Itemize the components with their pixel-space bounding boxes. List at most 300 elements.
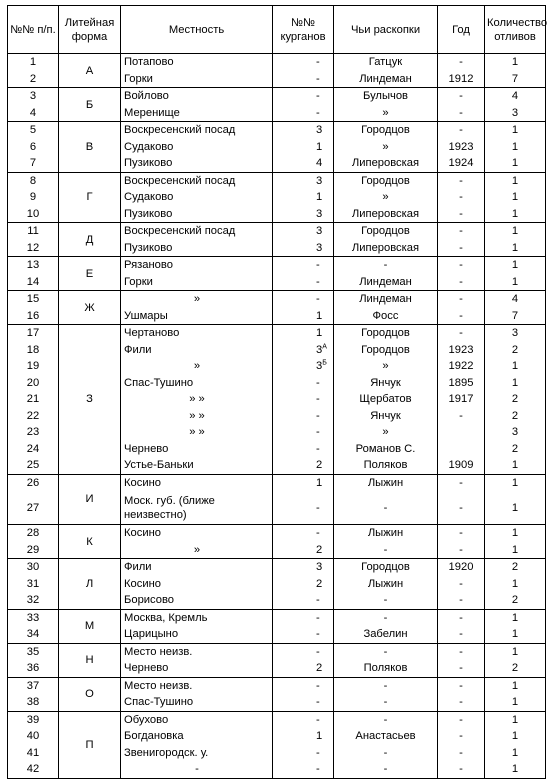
row-number: 20 — [8, 375, 59, 392]
mound-number: 1 — [316, 476, 323, 489]
casting-count-cell: 1 — [485, 643, 546, 660]
year-cell: - — [438, 677, 485, 694]
excavator-cell: Городцов — [334, 122, 438, 139]
row-number: 18 — [8, 342, 59, 359]
row-number: 39 — [8, 711, 59, 728]
mound-number-cell — [273, 677, 334, 694]
mound-number-cell — [273, 358, 334, 375]
locality-cell: » » — [121, 408, 273, 425]
year-cell: - — [438, 609, 485, 626]
row-number: 38 — [8, 694, 59, 711]
row-number: 29 — [8, 542, 59, 559]
casting-count-cell: 4 — [485, 291, 546, 308]
mound-number-cell — [273, 139, 334, 156]
year-cell: 1917 — [438, 391, 485, 408]
table-row — [8, 474, 546, 491]
row-number: 17 — [8, 325, 59, 342]
mound-number: - — [316, 713, 320, 726]
mound-number-cell — [273, 576, 334, 593]
casting-count-cell: 1 — [485, 542, 546, 559]
year-cell: - — [438, 491, 485, 525]
mound-number-cell — [273, 391, 334, 408]
locality-cell: Воскресенский посад — [121, 122, 273, 139]
table-row — [8, 559, 546, 576]
mound-number-cell — [273, 206, 334, 223]
casting-count-cell: 1 — [485, 728, 546, 745]
year-cell: - — [438, 542, 485, 559]
year-cell: - — [438, 728, 485, 745]
row-number: 1 — [8, 54, 59, 71]
excavator-cell: - — [334, 592, 438, 609]
mound-number-cell — [273, 474, 334, 491]
mound-number: - — [316, 393, 320, 406]
mound-number-cell — [273, 189, 334, 206]
year-cell: - — [438, 660, 485, 677]
locality-cell: » — [121, 542, 273, 559]
year-cell: - — [438, 308, 485, 325]
mound-index-superscript: Б — [322, 359, 327, 367]
excavator-cell: Липеровская — [334, 240, 438, 257]
mound-index-superscript: А — [322, 343, 327, 351]
locality-cell: » — [121, 291, 273, 308]
mound-number-cell — [273, 626, 334, 643]
excavator-cell: Линдеман — [334, 291, 438, 308]
mound-number-cell — [273, 745, 334, 762]
row-number: 19 — [8, 358, 59, 375]
mound-number: - — [316, 611, 320, 624]
mound-number: - — [316, 90, 320, 103]
mound-number: - — [316, 442, 320, 455]
casting-count-cell: 1 — [485, 240, 546, 257]
casting-form-letter: Ж — [59, 291, 121, 325]
year-cell: - — [438, 325, 485, 342]
excavator-cell: - — [334, 694, 438, 711]
excavator-cell: Романов С. — [334, 441, 438, 458]
mound-number: - — [316, 696, 320, 709]
row-number: 10 — [8, 206, 59, 223]
table-body — [8, 54, 546, 779]
locality-cell: Борисово — [121, 592, 273, 609]
mound-number: - — [316, 376, 320, 389]
casting-count-cell: 1 — [485, 491, 546, 525]
mound-number: - — [316, 56, 320, 69]
casting-form-letter: Н — [59, 643, 121, 677]
excavator-cell: - — [334, 677, 438, 694]
casting-count-cell: 1 — [485, 711, 546, 728]
header-year: Год — [438, 6, 485, 54]
header-mound: №№ курганов — [273, 6, 334, 54]
mound-number: - — [316, 259, 320, 272]
locality-cell: » » — [121, 424, 273, 441]
locality-cell: Обухово — [121, 711, 273, 728]
casting-form-letter: Б — [59, 88, 121, 122]
year-cell: - — [438, 223, 485, 240]
excavator-cell: Городцов — [334, 172, 438, 189]
excavator-cell: Забелин — [334, 626, 438, 643]
locality-cell: Потапово — [121, 54, 273, 71]
mound-number-cell — [273, 274, 334, 291]
excavator-cell: » — [334, 424, 438, 441]
mound-number: 2 — [316, 577, 323, 590]
mound-number: - — [316, 628, 320, 641]
locality-cell: Чернево — [121, 441, 273, 458]
year-cell: - — [438, 592, 485, 609]
mound-number: - — [316, 501, 320, 514]
casting-count-cell: 1 — [485, 274, 546, 291]
locality-cell: Москва, Кремль — [121, 609, 273, 626]
mound-number: - — [316, 763, 320, 776]
excavator-cell: » — [334, 105, 438, 122]
locality-cell: Судаково — [121, 189, 273, 206]
mound-number: - — [316, 527, 320, 540]
mound-number: - — [316, 645, 320, 658]
year-cell: 1920 — [438, 559, 485, 576]
casting-form-letter: И — [59, 474, 121, 525]
casting-count-cell: 2 — [485, 391, 546, 408]
mound-number-cell — [273, 88, 334, 105]
casting-count-cell: 4 — [485, 88, 546, 105]
year-cell: - — [438, 761, 485, 778]
mound-number-cell — [273, 155, 334, 172]
table-row — [8, 711, 546, 728]
locality-cell: Чернево — [121, 660, 273, 677]
excavator-cell: - — [334, 491, 438, 525]
casting-form-letter: М — [59, 609, 121, 643]
year-cell — [438, 424, 485, 441]
mound-number-cell — [273, 105, 334, 122]
year-cell: - — [438, 711, 485, 728]
table-header — [8, 6, 546, 54]
table-row — [8, 291, 546, 308]
mound-number-cell — [273, 711, 334, 728]
header-no: №№ п/п. — [8, 6, 59, 54]
casting-count-cell: 1 — [485, 474, 546, 491]
excavator-cell: - — [334, 643, 438, 660]
mound-number-cell — [273, 375, 334, 392]
casting-count-cell: 1 — [485, 54, 546, 71]
excavator-cell: Городцов — [334, 223, 438, 240]
table-row — [8, 257, 546, 274]
mound-number: 2 — [316, 459, 323, 472]
casting-form-letter: К — [59, 525, 121, 559]
casting-count-cell: 1 — [485, 609, 546, 626]
mound-number-cell — [273, 660, 334, 677]
mound-number: - — [316, 106, 320, 119]
excavator-cell: - — [334, 609, 438, 626]
casting-count-cell: 1 — [485, 525, 546, 542]
excavator-cell: Лыжин — [334, 474, 438, 491]
table-row — [8, 88, 546, 105]
casting-form-letter: Е — [59, 257, 121, 291]
year-cell: - — [438, 745, 485, 762]
row-number: 27 — [8, 491, 59, 525]
mound-number: 4 — [316, 157, 323, 170]
locality-cell: - — [121, 761, 273, 778]
mound-number: - — [316, 594, 320, 607]
mound-number: 3 — [316, 241, 323, 254]
mound-number-cell — [273, 291, 334, 308]
row-number: 21 — [8, 391, 59, 408]
excavator-cell: - — [334, 257, 438, 274]
year-cell: - — [438, 576, 485, 593]
year-cell: - — [438, 525, 485, 542]
mound-number-cell — [273, 54, 334, 71]
excavator-cell: » — [334, 139, 438, 156]
locality-cell: Косино — [121, 525, 273, 542]
row-number: 24 — [8, 441, 59, 458]
casting-count-cell: 7 — [485, 71, 546, 88]
mound-number: 3 — [316, 360, 323, 373]
locality-cell: Косино — [121, 576, 273, 593]
mound-number-cell — [273, 694, 334, 711]
mound-number: 3 — [316, 124, 323, 137]
casting-form-letter: З — [59, 325, 121, 475]
mound-number: 3 — [316, 225, 323, 238]
locality-cell: Горки — [121, 71, 273, 88]
locality-cell: Пузиково — [121, 206, 273, 223]
excavator-cell: Янчук — [334, 408, 438, 425]
row-number: 8 — [8, 172, 59, 189]
row-number: 42 — [8, 761, 59, 778]
locality-cell: Богдановка — [121, 728, 273, 745]
mound-number: 3 — [316, 343, 323, 356]
row-number: 12 — [8, 240, 59, 257]
locality-cell: Горки — [121, 274, 273, 291]
row-number: 25 — [8, 457, 59, 474]
excavator-cell: Фосс — [334, 308, 438, 325]
casting-form-letter: Г — [59, 172, 121, 223]
mound-number: 3 — [316, 561, 323, 574]
mound-number-cell — [273, 761, 334, 778]
locality-cell: Место неизв. — [121, 677, 273, 694]
mound-number-cell — [273, 223, 334, 240]
mound-number-cell — [273, 325, 334, 342]
excavator-cell: » — [334, 358, 438, 375]
mound-number: - — [316, 72, 320, 85]
year-cell: 1922 — [438, 358, 485, 375]
locality-cell: Фили — [121, 342, 273, 359]
locality-cell: Место неизв. — [121, 643, 273, 660]
casting-forms-table — [7, 5, 546, 779]
mound-number: 2 — [316, 662, 323, 675]
year-cell: - — [438, 240, 485, 257]
row-number: 6 — [8, 139, 59, 156]
casting-count-cell: 3 — [485, 424, 546, 441]
casting-count-cell: 1 — [485, 375, 546, 392]
excavator-cell: Липеровская — [334, 206, 438, 223]
mound-number-cell — [273, 342, 334, 359]
year-cell: - — [438, 172, 485, 189]
locality-cell: Устье-Баньки — [121, 457, 273, 474]
locality-cell: Косино — [121, 474, 273, 491]
year-cell: - — [438, 54, 485, 71]
excavator-cell: Поляков — [334, 457, 438, 474]
locality-cell: Пузиково — [121, 240, 273, 257]
excavator-cell: - — [334, 745, 438, 762]
excavator-cell: Городцов — [334, 342, 438, 359]
row-number: 7 — [8, 155, 59, 172]
locality-cell: Войлово — [121, 88, 273, 105]
locality-cell: Моск. губ. (ближе неизвестно) — [121, 491, 273, 525]
year-cell — [438, 441, 485, 458]
year-cell: 1923 — [438, 342, 485, 359]
row-number: 26 — [8, 474, 59, 491]
casting-count-cell: 1 — [485, 745, 546, 762]
mound-number: - — [316, 409, 320, 422]
header-excavation: Чьи раскопки — [334, 6, 438, 54]
mound-number-cell — [273, 408, 334, 425]
casting-form-letter: О — [59, 677, 121, 711]
year-cell: - — [438, 257, 485, 274]
locality-cell: Спас-Тушино — [121, 694, 273, 711]
mound-number-cell — [273, 240, 334, 257]
excavator-cell: Липеровская — [334, 155, 438, 172]
casting-count-cell: 1 — [485, 761, 546, 778]
mound-number-cell — [273, 592, 334, 609]
excavator-cell: Лыжин — [334, 525, 438, 542]
mound-number: 1 — [316, 140, 323, 153]
row-number: 36 — [8, 660, 59, 677]
year-cell: - — [438, 189, 485, 206]
locality-cell: Рязаново — [121, 257, 273, 274]
locality-cell: » — [121, 358, 273, 375]
mound-number: - — [316, 679, 320, 692]
year-cell: - — [438, 626, 485, 643]
casting-form-letter: Д — [59, 223, 121, 257]
mound-number-cell — [273, 643, 334, 660]
casting-count-cell: 1 — [485, 223, 546, 240]
table-row — [8, 54, 546, 71]
mound-number-cell — [273, 542, 334, 559]
casting-count-cell: 1 — [485, 189, 546, 206]
casting-count-cell: 1 — [485, 155, 546, 172]
year-cell: - — [438, 274, 485, 291]
year-cell: - — [438, 474, 485, 491]
casting-form-letter: А — [59, 54, 121, 88]
locality-cell: » » — [121, 391, 273, 408]
year-cell: - — [438, 643, 485, 660]
casting-count-cell: 1 — [485, 694, 546, 711]
mound-number: - — [316, 746, 320, 759]
mound-number-cell — [273, 457, 334, 474]
mound-number-cell — [273, 728, 334, 745]
casting-form-letter: Л — [59, 559, 121, 610]
locality-cell: Ушмары — [121, 308, 273, 325]
casting-count-cell: 2 — [485, 559, 546, 576]
row-number: 31 — [8, 576, 59, 593]
casting-count-cell: 1 — [485, 206, 546, 223]
row-number: 4 — [8, 105, 59, 122]
casting-count-cell: 1 — [485, 677, 546, 694]
year-cell: - — [438, 206, 485, 223]
excavator-cell: Городцов — [334, 559, 438, 576]
excavator-cell: - — [334, 711, 438, 728]
row-number: 3 — [8, 88, 59, 105]
row-number: 34 — [8, 626, 59, 643]
year-cell: - — [438, 694, 485, 711]
casting-count-cell: 2 — [485, 342, 546, 359]
casting-count-cell: 2 — [485, 660, 546, 677]
mound-number: 3 — [316, 174, 323, 187]
table-row — [8, 223, 546, 240]
row-number: 33 — [8, 609, 59, 626]
row-number: 14 — [8, 274, 59, 291]
mound-number: 3 — [316, 207, 323, 220]
mound-number-cell — [273, 424, 334, 441]
table-row — [8, 172, 546, 189]
table-row — [8, 325, 546, 342]
casting-count-cell: 1 — [485, 358, 546, 375]
year-cell: 1895 — [438, 375, 485, 392]
row-number: 16 — [8, 308, 59, 325]
locality-cell: Воскресенский посад — [121, 172, 273, 189]
mound-number-cell — [273, 559, 334, 576]
locality-cell: Судаково — [121, 139, 273, 156]
year-cell: 1909 — [438, 457, 485, 474]
year-cell: 1923 — [438, 139, 485, 156]
excavator-cell: - — [334, 761, 438, 778]
excavator-cell: Гатцук — [334, 54, 438, 71]
locality-cell: Спас-Тушино — [121, 375, 273, 392]
header-form: Литейная форма — [59, 6, 121, 54]
mound-number-cell — [273, 172, 334, 189]
locality-cell: Воскресенский посад — [121, 223, 273, 240]
excavator-cell: Щербатов — [334, 391, 438, 408]
casting-count-cell: 2 — [485, 592, 546, 609]
mound-number-cell — [273, 308, 334, 325]
mound-number: 2 — [316, 543, 323, 556]
row-number: 11 — [8, 223, 59, 240]
excavator-cell: » — [334, 189, 438, 206]
casting-count-cell: 3 — [485, 105, 546, 122]
excavator-cell: Лыжин — [334, 576, 438, 593]
table-row — [8, 677, 546, 694]
excavator-cell: Анастасьев — [334, 728, 438, 745]
excavator-cell: Линдеман — [334, 274, 438, 291]
row-number: 13 — [8, 257, 59, 274]
mound-number-cell — [273, 609, 334, 626]
row-number: 40 — [8, 728, 59, 745]
mound-number: 1 — [316, 327, 323, 340]
table-row — [8, 643, 546, 660]
header-count: Количество отливов — [485, 6, 546, 54]
locality-cell: Царицыно — [121, 626, 273, 643]
casting-form-letter: П — [59, 711, 121, 778]
mound-number-cell — [273, 71, 334, 88]
excavator-cell: Янчук — [334, 375, 438, 392]
mound-number: - — [316, 293, 320, 306]
row-number: 22 — [8, 408, 59, 425]
year-cell: - — [438, 105, 485, 122]
locality-cell: Меренище — [121, 105, 273, 122]
locality-cell: Звенигородск. у. — [121, 745, 273, 762]
excavator-cell: Линдеман — [334, 71, 438, 88]
casting-count-cell: 1 — [485, 257, 546, 274]
excavator-cell: - — [334, 542, 438, 559]
row-number: 30 — [8, 559, 59, 576]
locality-cell: Пузиково — [121, 155, 273, 172]
casting-count-cell: 1 — [485, 626, 546, 643]
mound-number: 1 — [316, 309, 323, 322]
year-cell: 1924 — [438, 155, 485, 172]
table-row — [8, 609, 546, 626]
mound-number-cell — [273, 257, 334, 274]
row-number: 28 — [8, 525, 59, 542]
year-cell: - — [438, 408, 485, 425]
casting-count-cell: 1 — [485, 457, 546, 474]
casting-count-cell: 1 — [485, 139, 546, 156]
table-row — [8, 122, 546, 139]
